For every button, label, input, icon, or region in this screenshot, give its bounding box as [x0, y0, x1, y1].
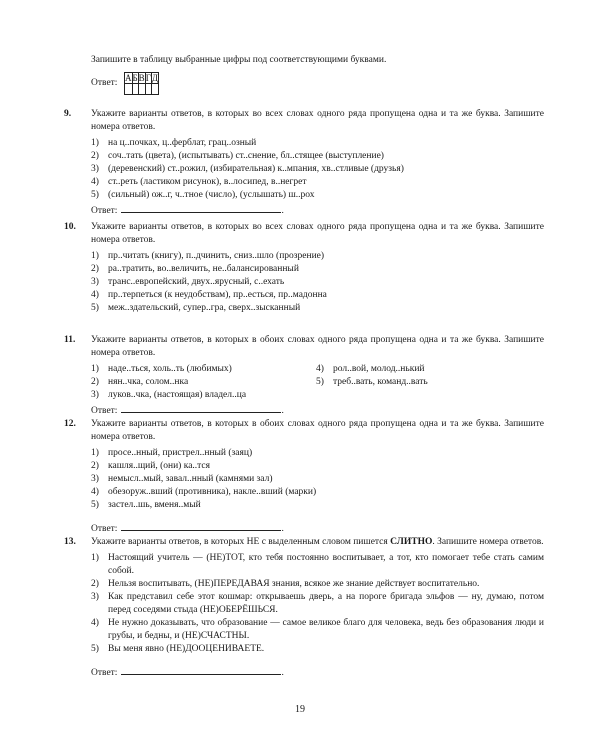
option-item: 4) Не нужно доказывать, что образование — самое великое благо для человека, ведь без образования люди и грубы, и бедны, и (НЕ)СЧАСТНЫ.: [91, 618, 544, 641]
intro-instruction: Запишите в таблицу выбранные цифры под соответствующими буквами.: [91, 55, 387, 65]
task-options: [91, 363, 544, 402]
task-number: 13.: [64, 537, 76, 547]
answer-table-header-cell: В: [138, 73, 145, 83]
option-item: 5) застел..шь, вменя..мый: [91, 500, 201, 510]
answer-line: Ответ: .: [91, 202, 544, 218]
option-item: 4) ст..реть (ластиком рисунок), в..лосипед, в..негрет: [91, 177, 307, 187]
answer-blank-field[interactable]: [121, 520, 281, 531]
page-number: 19: [295, 704, 305, 715]
answer-table-header-cell: А: [125, 73, 132, 83]
task-number: 12.: [64, 419, 76, 429]
option-item: 2) нян..чка, солом..нка: [91, 377, 189, 387]
task-options: [91, 447, 544, 512]
option-item: 1) на ц..почках, ц..ферблат, грац..озный: [91, 138, 257, 148]
option-item: 5) (сильный) ож..г, ч..тное (число), (услышать) ш..рох: [91, 190, 315, 200]
task-12: [64, 418, 544, 536]
task-question: Укажите варианты ответов, в которых в обоих словах одного ряда пропущена одна и та же буква. Запишите номера ответов.: [91, 335, 544, 358]
option-item: 4) пр..терпеться (к неудобствам), пр..есться, пр..мадонна: [91, 290, 327, 300]
task-question: Укажите варианты ответов, в которых НЕ с выделенным словом пишется СЛИТНО. Запишите номера ответов.: [91, 537, 544, 547]
option-item: 1) Настоящий учитель — (НЕ)ТОТ, кто тебя постоянно воспитывает, а тот, кто помогает тебе стать самим собой.: [91, 553, 544, 576]
task-number: 11.: [64, 335, 76, 345]
option-item: 5) Вы меня явно (НЕ)ДООЦЕНИВАЕТЕ.: [91, 644, 265, 654]
option-item: 1) просе..нный, пристрел..нный (заяц): [91, 448, 253, 458]
answer-blank-field[interactable]: [121, 202, 281, 213]
task-11: [64, 334, 544, 418]
answer-blank-field[interactable]: [121, 664, 281, 675]
task-options: [91, 137, 544, 202]
task-options: [91, 250, 544, 315]
answer-table: [124, 72, 159, 95]
option-item: 1) пр..читать (книгу), п..дчинить, сниз..шло (прозрение): [91, 251, 325, 261]
task-number: 10.: [64, 222, 76, 232]
option-item: 1) наде..ться, холь..ть (любимых): [91, 364, 232, 374]
task-10: [64, 221, 544, 315]
answer-table-input-cell[interactable]: [125, 84, 133, 95]
task-9: [64, 108, 544, 218]
option-item: 2) Нельзя воспитывать, (НЕ)ПЕРЕДАВАЯ знания, всякое же знание действует воспитательно.: [91, 579, 480, 589]
answer-label: Ответ:: [91, 78, 118, 88]
option-item: 2) соч..тать (цвета), (испытывать) ст..снение, бл..стящее (выступление): [91, 151, 384, 161]
option-item: 5) меж..здательский, супер..гра, сверх..зысканный: [91, 303, 301, 313]
option-item: 2) ра..тратить, во..величить, не..балансированный: [91, 264, 299, 274]
task-number: 9.: [64, 109, 72, 119]
option-item: 5) треб..вать, команд..вать: [316, 377, 428, 387]
answer-table-header-cell: Г: [145, 73, 151, 83]
task-question: Укажите варианты ответов, в которых во всех словах одного ряда пропущена одна и та же буква. Запишите номера ответов.: [91, 222, 544, 245]
answer-line: Ответ: .: [91, 520, 544, 536]
option-item: 3) немысл..мый, завал..нный (камнями зал): [91, 474, 273, 484]
answer-table-input-row: [125, 84, 159, 95]
option-item: 3) транс..европейский, двух..ярусный, с..ехать: [91, 277, 285, 287]
answer-table-header-cell: Б: [132, 73, 138, 83]
option-item: 4) обезоруж..вший (противника), накле..вший (марки): [91, 487, 317, 497]
answer-table-input-cell[interactable]: [138, 84, 145, 95]
answer-table-header-cell: Д: [151, 73, 159, 83]
answer-line: Ответ: .: [91, 402, 544, 418]
option-item: 3) луков..чка, (настоящая) владел..ца: [91, 390, 247, 400]
task-options: [91, 552, 544, 656]
task-13: [64, 536, 544, 680]
option-item: 3) Как представил себе этот кошмар: открываешь дверь, а на пороге бригада эльфов — ну, думаю, потом перед соседями стыда (НЕ)ОБЕРЁШЬСЯ.: [91, 592, 544, 615]
task-question: Укажите варианты ответов, в которых во всех словах одного ряда пропущена одна и та же буква. Запишите номера ответов.: [91, 109, 544, 132]
option-item: 3) (деревенский) ст..рожил, (избирательная) к..мпания, хв..стливые (друзья): [91, 164, 404, 174]
option-item: 2) кашля..щий, (они) ка..тся: [91, 461, 211, 471]
answer-table-header-row: [125, 73, 159, 84]
answer-line: Ответ: .: [91, 664, 544, 680]
task-question: Укажите варианты ответов, в которых в обоих словах одного ряда пропущена одна и та же буква. Запишите номера ответов.: [91, 419, 544, 442]
option-item: 4) рол..вой, молод..нький: [316, 364, 425, 374]
answer-blank-field[interactable]: [121, 402, 281, 413]
answer-table-input-cell[interactable]: [151, 84, 158, 95]
